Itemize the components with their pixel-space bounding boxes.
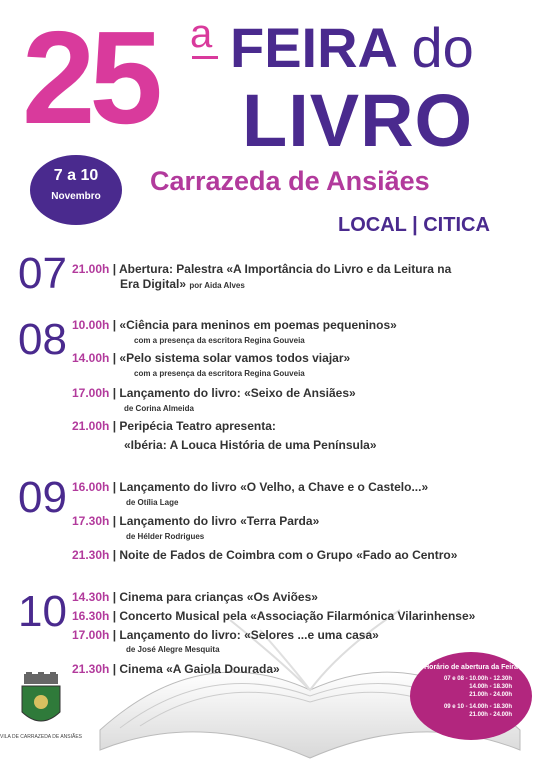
event-title: Lançamento do livro: «Selores ...e uma casa»	[119, 628, 379, 642]
event-line: 14.00h | «Pelo sistema solar vamos todos viajar»	[72, 351, 351, 365]
hours-line: 21.00h - 24.00h	[469, 692, 512, 698]
event-time: 16.00h	[72, 480, 110, 494]
day-number: 10	[18, 587, 67, 636]
hours-title: Horário de abertura da Feira	[424, 664, 518, 671]
edition-number: 25	[22, 4, 157, 151]
event-subtitle: de Hélder Rodrigues	[126, 532, 205, 541]
event-time: 14.30h	[72, 590, 110, 604]
event-line: 21.00h | Peripécia Teatro apresenta:	[72, 419, 276, 433]
event-time: 17.00h	[72, 628, 110, 642]
event-line: 17.00h | Lançamento do livro: «Seixo de Ansiães»	[72, 386, 356, 400]
municipal-crest-icon	[0, 672, 82, 740]
event-time: 10.00h	[72, 318, 110, 332]
event-time: 14.00h	[72, 351, 110, 365]
event-title: Noite de Fados de Coimbra com o Grupo «Fado ao Centro»	[119, 548, 458, 562]
event-title: Cinema para crianças «Os Aviões»	[119, 590, 318, 604]
title-livro: LIVRO	[242, 79, 474, 162]
event-line: 14.30h | Cinema para crianças «Os Aviões»	[72, 590, 318, 604]
event-line: 17.00h | Lançamento do livro: «Selores ...e uma casa»	[72, 628, 379, 642]
svg-text:VILA DE CARRAZEDA DE ANSIÃES: VILA DE CARRAZEDA DE ANSIÃES	[0, 734, 82, 740]
event-subtitle: com a presença da escritora Regina Gouveia	[134, 336, 305, 345]
event-line: 17.30h | Lançamento do livro «Terra Parda»	[72, 514, 320, 528]
title-feira	[230, 16, 474, 79]
event-title: «Ciência para meninos em poemas pequeninos»	[119, 318, 397, 332]
opening-hours-badge	[410, 652, 532, 740]
hours-line: 09 e 10 - 14.00h - 18.30h	[443, 704, 512, 710]
town-name: Carrazeda de Ansiães	[150, 166, 430, 196]
event-title: Cinema «A Gaiola Dourada»	[119, 662, 280, 676]
event-line: 16.30h | Concerto Musical pela «Associação Filarmónica Vilarinhense»	[72, 609, 476, 623]
event-time: 16.30h	[72, 609, 110, 623]
hours-line: 07 e 08 - 10.00h - 12.30h	[443, 676, 512, 682]
event-subtitle: de José Alegre Mesquita	[126, 645, 220, 654]
event-title: «Pelo sistema solar vamos todos viajar»	[119, 351, 351, 365]
event-title: Concerto Musical pela «Associação Filarmónica Vilarinhense»	[119, 609, 476, 623]
event-title: Lançamento do livro «O Velho, a Chave e o Castelo...»	[119, 480, 429, 494]
hours-line: 21.00h - 24.00h	[469, 712, 512, 718]
event-title: Abertura: Palestra «A Importância do Livro e da Leitura na	[118, 262, 452, 276]
title-feira-word: FEIRA	[230, 16, 396, 79]
event-subtitle: com a presença da escritora Regina Gouveia	[134, 369, 305, 378]
event-title: Lançamento do livro: «Seixo de Ansiães»	[119, 386, 356, 400]
event-subtitle: de Otília Lage	[126, 498, 179, 507]
edition-ordinal: a	[190, 12, 213, 56]
event-line: 21.30h | Cinema «A Gaiola Dourada»	[72, 662, 280, 676]
event-line-cont: «Ibéria: A Louca História de uma Península»	[124, 438, 377, 452]
location-label: LOCAL | CITICA	[338, 214, 490, 236]
event-time: 17.00h	[72, 386, 110, 400]
title-do-word: do	[411, 16, 474, 79]
event-line: 16.00h | Lançamento do livro «O Velho, a Chave e o Castelo...»	[72, 480, 429, 494]
event-time: 17.30h	[72, 514, 110, 528]
event-line-cont	[120, 277, 245, 293]
event-time: 21.00h	[72, 262, 110, 276]
dates-range: 7 a 10	[53, 167, 99, 184]
dates-month: Novembro	[51, 191, 101, 202]
dates-badge	[30, 155, 122, 225]
day-number: 07	[18, 249, 67, 298]
event-time: 21.30h	[72, 548, 110, 562]
day-number: 09	[18, 473, 67, 522]
event-title: Peripécia Teatro apresenta:	[119, 419, 276, 433]
event-subtitle: de Corina Almeida	[124, 404, 194, 413]
ordinal-underline	[192, 56, 218, 59]
event-line: 10.00h | «Ciência para meninos em poemas pequeninos»	[72, 318, 397, 332]
event-title: Lançamento do livro «Terra Parda»	[119, 514, 320, 528]
event-author: por Aida Alves	[189, 281, 245, 290]
hours-line: 14.00h - 18.30h	[469, 684, 512, 690]
event-time: 21.30h	[72, 662, 110, 676]
day-number: 08	[18, 315, 67, 364]
event-line: 21.30h | Noite de Fados de Coimbra com o Grupo «Fado ao Centro»	[72, 548, 458, 562]
event-time: 21.00h	[72, 419, 110, 433]
event-line: 21.00h | Abertura: Palestra «A Importância do Livro e da Leitura na	[72, 262, 452, 276]
event-title: Era Digital»	[120, 277, 187, 291]
